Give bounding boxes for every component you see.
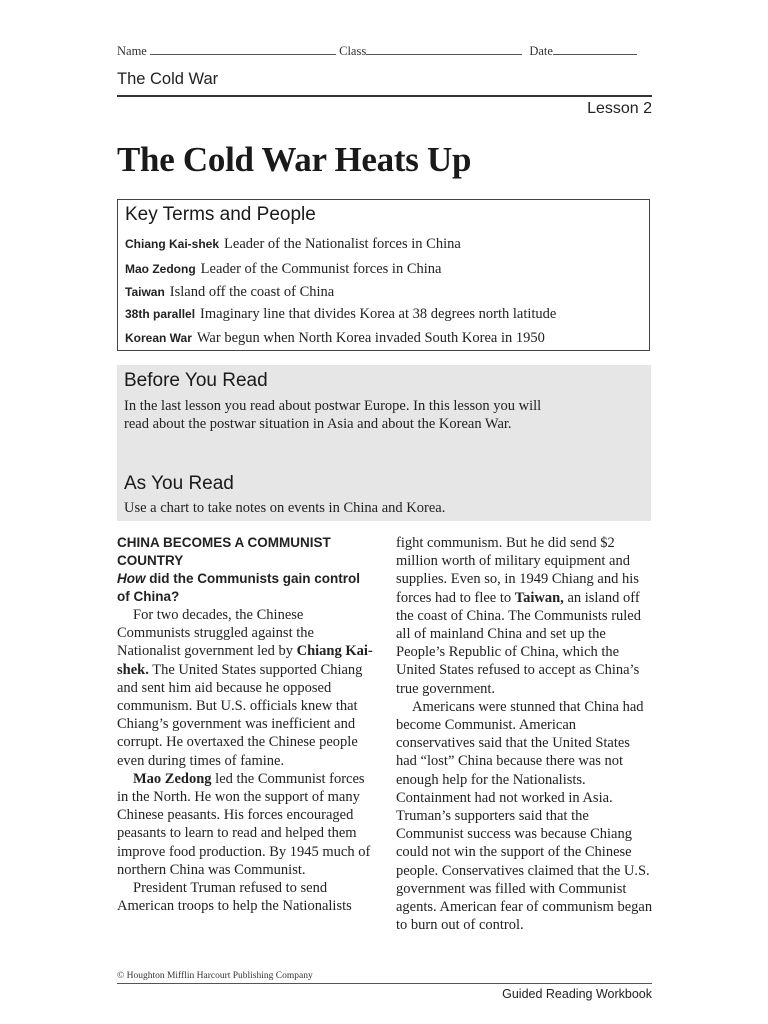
reading-guide-panel <box>117 365 651 521</box>
key-term: Mao Zedong <box>125 262 196 276</box>
key-term-definition: Island off the coast of China <box>169 284 335 300</box>
question-rest: did the Communists gain control of China? <box>117 571 361 604</box>
key-term-definition: Leader of the Nationalist forces in China <box>224 236 461 252</box>
paragraph-flowing: President Truman refused to send American troops to help the Nationalists <box>117 880 352 915</box>
name-class-date-row <box>117 43 652 59</box>
workbook-title: Guided Reading Workbook <box>502 987 652 1001</box>
paragraph <box>117 770 375 879</box>
unit-title: The Cold War <box>117 70 219 88</box>
paragraph: Americans were stunned that China had become Communist. American conservatives said that the United States had “lost” China because there was not enough help for the Nationalists. Containment had not worked in Asia. Truman’s supporters said that the Communist success was because Chiang could not win the support of the Chinese people. Conservatives claimed that the U.S. government was filled with Communist agents. American fear of communism began to burn out of control. <box>396 698 653 934</box>
key-term-inline: Mao Zedong <box>133 770 212 787</box>
paragraph-text: For two decades, the Chinese Communists struggled against the Nationalist government led by <box>117 607 314 660</box>
key-term-row <box>125 236 461 253</box>
page-title: The Cold War Heats Up <box>117 140 472 179</box>
section-heading: CHINA BECOMES A COMMUNIST COUNTRY <box>117 535 331 568</box>
class-blank[interactable] <box>366 43 522 55</box>
class-label: Class <box>339 44 367 58</box>
key-terms-heading: Key Terms and People <box>125 204 316 225</box>
key-term-row <box>125 284 334 301</box>
key-term-inline: Taiwan, <box>514 589 564 606</box>
key-term-row <box>125 261 441 278</box>
paragraph <box>117 606 375 770</box>
key-term-definition: Leader of the Communist forces in China <box>200 261 442 277</box>
copyright: © Houghton Mifflin Harcourt Publishing Company <box>117 971 313 981</box>
key-term: Taiwan <box>125 285 165 299</box>
footer-rule <box>117 983 652 984</box>
date-blank[interactable] <box>553 43 637 55</box>
header-rule <box>117 95 652 97</box>
name-blank[interactable] <box>150 43 336 55</box>
paragraph-text: The United States supported Chiang and sent him aid because he opposed communism. But U.S. officials knew that Chiang’s government was inefficient and corrupt. He overtaxed the Chinese people even during times of famine. <box>117 661 363 769</box>
key-term-row <box>125 306 556 323</box>
body-column-right <box>396 534 654 934</box>
key-term-definition: Imaginary line that divides Korea at 38 degrees north latitude <box>200 306 557 322</box>
key-term-inline: Chiang Kai-shek. <box>117 643 373 678</box>
section-question <box>117 570 375 606</box>
question-how: How <box>117 571 146 586</box>
before-you-read-text: In the last lesson you read about postwar Europe. In this lesson you will read about the postwar situation in Asia and about the Korean War. <box>124 398 542 432</box>
paragraph-continued <box>396 534 654 698</box>
key-term-definition: War begun when North Korea invaded South Korea in 1950 <box>196 330 545 346</box>
paragraph-text: fight communism. But he did send $2 million worth of military equipment and supplies. Even so, in 1949 Chiang and his forces had to flee to <box>396 535 639 606</box>
before-you-read-heading: Before You Read <box>124 370 268 391</box>
key-term: Korean War <box>125 331 192 345</box>
body-column-left <box>117 534 375 915</box>
paragraph-text: an island off the coast of China. The Communists ruled all of mainland China and set up the People’s Republic of China, which the United States refused to accept as China’s true government. <box>396 589 641 697</box>
key-term: Chiang Kai-shek <box>125 237 220 251</box>
key-term-row <box>125 330 545 347</box>
key-terms-box <box>117 199 650 351</box>
as-you-read-heading: As You Read <box>124 473 234 494</box>
paragraph-text: led the Communist forces in the North. He won the support of many Chinese peasants. His forces encouraged peasants to learn to read and helped them improve food production. By 1945 much of northern China was Communist. <box>117 770 371 878</box>
lesson-label: Lesson 2 <box>587 100 652 117</box>
as-you-read-text: Use a chart to take notes on events in China and Korea. <box>124 500 446 516</box>
name-label: Name <box>117 44 147 58</box>
key-term: 38th parallel <box>125 307 196 321</box>
date-label: Date <box>529 44 553 58</box>
